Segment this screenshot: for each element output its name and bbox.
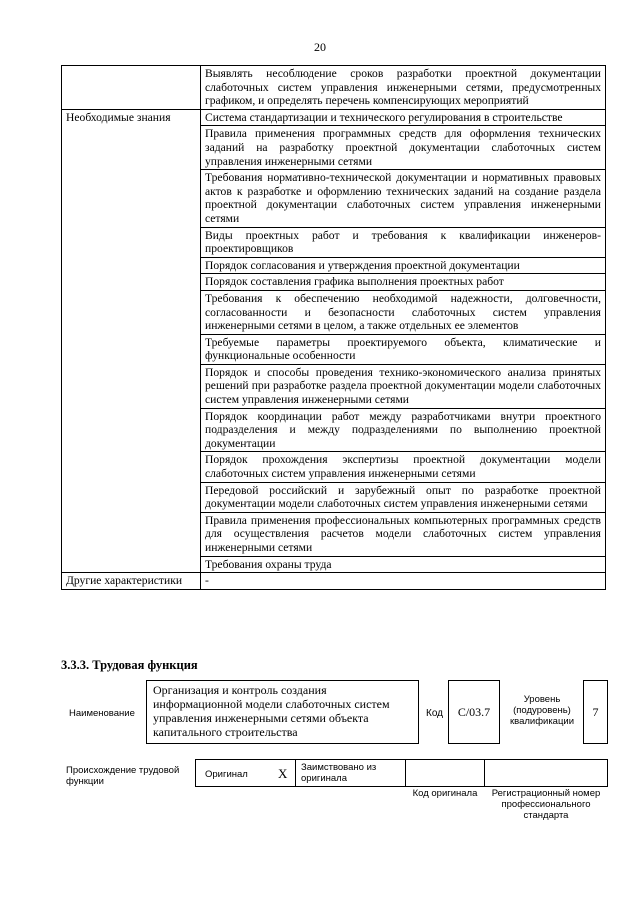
reg-number-label: Регистрационный номер профессионального стандарта xyxy=(491,788,601,821)
row-label xyxy=(62,66,201,110)
row-label: Необходимые знания xyxy=(62,109,201,572)
row-item: Порядок составления графика выполнения проектных работ xyxy=(201,274,606,291)
name-label: Наименование xyxy=(69,708,135,719)
original-mark: X xyxy=(278,766,288,781)
row-item: Система стандартизации и технического регулирования в строительстве xyxy=(201,109,606,126)
code-value: C/03.7 xyxy=(457,704,491,719)
knowledge-table xyxy=(61,65,606,590)
origin-label: Происхождение трудовой функции xyxy=(66,765,180,787)
table-row xyxy=(62,573,606,590)
reg-number-cell xyxy=(484,759,608,787)
row-item: Требования охраны труда xyxy=(201,556,606,573)
borrowed-cell xyxy=(295,759,406,787)
code-label: Код xyxy=(426,708,444,719)
row-item: Порядок и способы проведения технико-экономического анализа принятых решений при разработке раздела проектной документации модели слаботочных систем управления инженерными сетями xyxy=(201,364,606,408)
code-original-label: Код оригинала xyxy=(412,788,478,799)
table-row xyxy=(62,66,606,110)
borrowed-label: Заимствовано из оригинала xyxy=(301,762,377,784)
level-label: Уровень (подуровень) квалификации xyxy=(509,694,575,727)
row-item: Виды проектных работ и требования к квалификации инженеров-проектировщиков xyxy=(201,227,606,257)
row-item: Требуемые параметры проектируемого объекта, климатические и функциональные особенности xyxy=(201,334,606,364)
table-row xyxy=(62,109,606,126)
original-label: Оригинал xyxy=(205,769,248,780)
row-item: Требования к обеспечению необходимой надежности, долговечности, согласованности и безопасности слаботочных систем управления инженерными сетями в целом, а также отдельных ее элементов xyxy=(201,290,606,334)
section-title: 3.3.3. Трудовая функция xyxy=(61,658,198,672)
row-item: Правила применения программных средств для оформления технических заданий на разработку проектной документации слаботочных систем управления инженерными сетями xyxy=(201,126,606,170)
row-label: Другие характеристики xyxy=(62,573,201,590)
level-box xyxy=(583,680,608,744)
row-item: Порядок согласования и утверждения проектной документации xyxy=(201,257,606,274)
original-cell xyxy=(195,759,296,787)
row-item: Порядок прохождения экспертизы проектной документации модели слаботочных систем управления инженерными сетями xyxy=(201,452,606,482)
row-item: Передовой российский и зарубежный опыт по разработке проектной документации модели слаботочных систем управления инженерными сетями xyxy=(201,482,606,512)
code-box xyxy=(448,680,500,744)
page-number: 20 xyxy=(314,40,326,54)
row-item: Требования нормативно-технической документации и нормативных правовых актов к разработке и оформлению технических заданий на создание раздела проектной документации слаботочных систем управления инженерными сетями xyxy=(201,170,606,227)
code-original-cell xyxy=(405,759,485,787)
row-item: - xyxy=(201,573,606,590)
level-value: 7 xyxy=(592,704,599,719)
function-name-value: Организация и контроль создания информационной модели слаботочных систем управления инженерными сетями объекта капитального строительства xyxy=(153,683,390,739)
row-item: Порядок координации работ между разработчиками внутри проектного подразделения и между подразделениями по выполнению проектной документации xyxy=(201,408,606,452)
function-name-box xyxy=(146,680,419,744)
row-item: Правила применения профессиональных компьютерных программных средств для осуществления расчетов модели слаботочных систем управления инженерными сетями xyxy=(201,512,606,556)
row-item: Выявлять несоблюдение сроков разработки проектной документации слаботочных систем управления инженерными сетями, предусмотренных графиком, и определять перечень компенсирующих мероприятий xyxy=(201,66,606,110)
